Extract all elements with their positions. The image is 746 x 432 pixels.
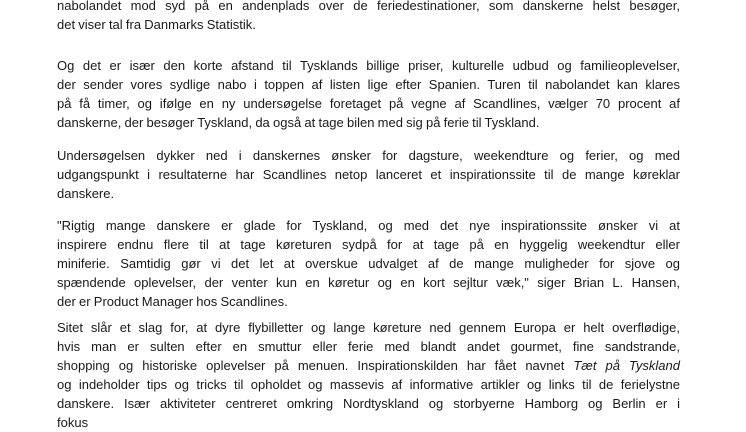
text-line: hvis man er sulten efter en smuttur eller ferie med blandt andet gourmet, fine sandstrande, [57, 339, 680, 354]
text-line: det viser tal fra Danmarks Statistik. [57, 17, 256, 32]
text-line: Sitet slår et slag for, at dyre flybilletter og lange køreture ned gennem Europa er helt overflødige, [57, 320, 680, 335]
text-line: Undersøgelsen dykker ned i danskernes ønsker for dagsture, weekendture og ferier, og med [57, 148, 680, 163]
text-line [57, 356, 680, 375]
text-line: miniferie. Samtidig gør vi det let at overskue udvalget af de mange muligheder for sjove og [57, 256, 680, 271]
text-line: Og det er især den korte afstand til Tysklands billige priser, kulturelle udbud og familieoplevelser, [57, 58, 680, 73]
paragraph-survey [57, 146, 680, 203]
text-segment: shopping og historiske oplevelser på menuen. Inspirationskilden har fået navnet [57, 358, 565, 373]
document-page [57, 0, 680, 432]
paragraph-distance [57, 56, 680, 132]
text-line: spændende oplevelser, der venter kun en køretur og en kort sejltur væk," siger Brian L. Hansen, [57, 275, 680, 290]
text-line-clipped-bottom: fokus [57, 415, 89, 430]
site-name-italic: Tæt på Tyskland [573, 358, 680, 373]
text-line: inspirere endnu flere til at tage køreturen sydpå for at tage på en hyggelig weekendtur eller [57, 237, 680, 252]
paragraph-intro-clipped [57, 0, 680, 34]
text-line: og indeholder tips og tricks til opholdet og massevis af informative artikler og links til de ferielystne [57, 377, 680, 392]
paragraph-quote [57, 216, 680, 311]
text-line: "Rigtig mange danskere er glade for Tyskland, og med det nye inspirationssite ønsker vi at [57, 218, 680, 233]
paragraph-site [57, 318, 680, 432]
text-line: danskere. Især aktiviteter centreret omkring Nordtyskland og storbyerne Hamborg og Berlin er i [57, 396, 680, 411]
text-line: der sender vores sydlige nabo i toppen af listen lige efter Spanien. Turen til nabolandet kan klares [57, 77, 680, 92]
text-line: danskerne, der besøger Tyskland, da også at tage bilen med sig på ferie til Tyskland. [57, 115, 540, 130]
text-line: der er Product Manager hos Scandlines. [57, 294, 288, 309]
text-line: på få timer, og ifølge en ny undersøgelse foretaget på vegne af Scandlines, vælger 70 procent af [57, 96, 680, 111]
text-line: udgangspunkt i resultaterne har Scandlines netop lanceret et inspirationssite til de mange køreklar [57, 167, 680, 182]
text-line: nabolandet mod syd på en andenplads over de feriedestinationer, som danskerne helst besøger, [57, 0, 680, 13]
text-line: danskere. [57, 186, 115, 201]
